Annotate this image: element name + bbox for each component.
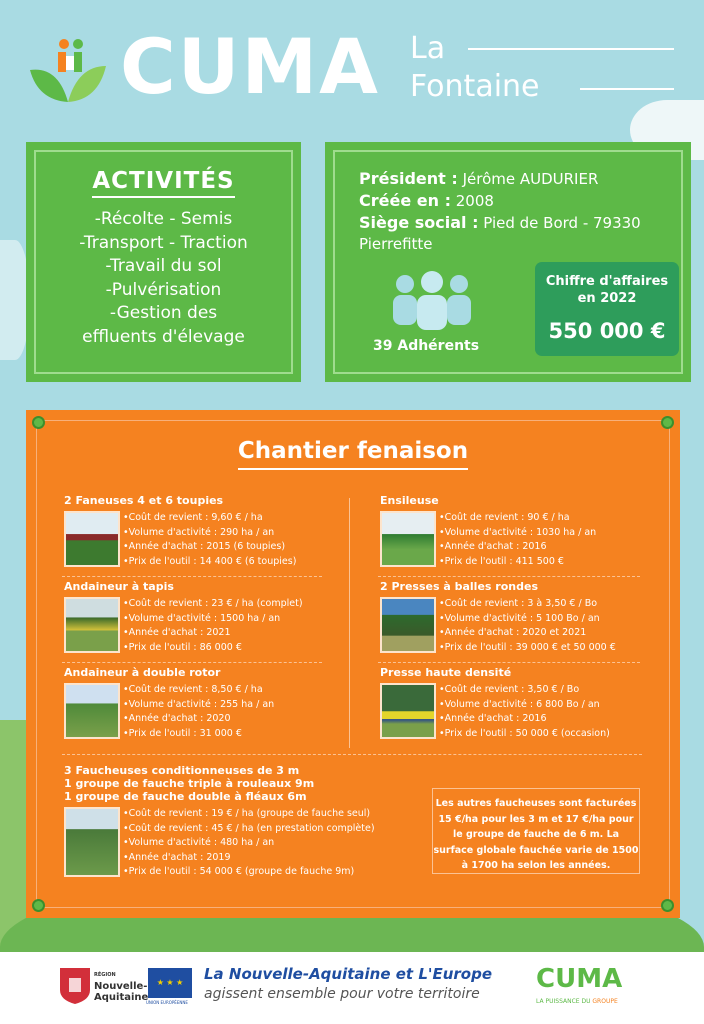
members-count: 39 Adhérents: [373, 338, 480, 354]
equipment-detail: •Coût de revient : 3,50 € / Bo: [439, 684, 580, 695]
seat: Pied de Bord - 79330 Pierrefitte: [359, 214, 641, 253]
activity-item: effluents d'élevage: [82, 326, 245, 347]
chantier-title: Chantier fenaison: [238, 438, 468, 470]
equipment-detail: •Prix de l'outil : 39 000 € et 50 000 €: [439, 641, 616, 653]
equipment-photo: [64, 683, 120, 739]
note-box: Les autres faucheuses sont facturées 15 €/ha pour les 3 m et 17 €/ha pour le groupe de fauche de 6 m. La surface globale fauchée varie de 1500 à 1700 ha selon les années.: [432, 788, 640, 874]
equipment-name: 2 Presses à balles rondes: [380, 580, 538, 593]
equipment-detail: •Année d'achat : 2021: [123, 627, 231, 638]
equipment-item: [380, 580, 660, 655]
equipment-detail: •Année d'achat : 2016: [439, 541, 547, 552]
equipment-detail: •Coût de revient : 19 € / ha (groupe de fauche seul): [123, 808, 371, 819]
equipment-detail: •Volume d'activité : 1500 ha / an: [123, 612, 281, 624]
region-logo-text: RÉGION Nouvelle- Aquitaine: [94, 972, 149, 1003]
revenue-badge: Chiffre d'affaires en 2022 550 000 €: [535, 262, 679, 356]
equipment-detail: •Prix de l'outil : 31 000 €: [123, 727, 242, 739]
equipment-detail: •Coût de revient : 90 € / ha: [439, 512, 570, 523]
equipment-detail: •Année d'achat : 2015 (6 toupies): [123, 541, 286, 552]
equipment-item: [380, 666, 660, 741]
pin-icon: [661, 899, 674, 912]
footer: [0, 952, 704, 1024]
activity-item: -Travail du sol: [105, 256, 222, 276]
equipment-item: [380, 494, 660, 569]
eu-flag-icon: ★ ★ ★: [148, 968, 192, 998]
chantier-panel: [26, 410, 680, 918]
cuma-footer-logo: CUMA: [536, 964, 623, 994]
slogan: La Nouvelle-Aquitaine et L'Europe: [204, 965, 493, 983]
equipment-name: Ensileuse: [380, 494, 439, 507]
equipment-name: Andaineur à tapis: [64, 580, 174, 593]
cuma-name: La Fontaine: [410, 31, 540, 104]
president-label: Président :: [359, 169, 458, 188]
equipment-photo: [380, 683, 436, 739]
info-card: [325, 142, 691, 382]
activity-item: -Récolte - Semis: [94, 209, 233, 229]
activities-title: ACTIVITÉS: [92, 168, 234, 198]
members-icon: [391, 270, 473, 330]
divider: [62, 754, 642, 755]
equipment-detail: •Prix de l'outil : 54 000 € (groupe de fauche 9m): [123, 866, 355, 877]
equipment-detail: •Coût de revient : 45 € / ha (en prestation complète): [123, 822, 375, 834]
divider: [378, 576, 640, 577]
equipment-name: Andaineur à double rotor: [64, 666, 221, 679]
pin-icon: [661, 416, 674, 429]
equipment-detail: •Coût de revient : 9,60 € / ha: [123, 512, 263, 523]
divider: [349, 498, 350, 748]
equipment-name: Presse haute densité: [380, 666, 512, 679]
equipment-photo: [64, 511, 120, 567]
activity-item: -Pulvérisation: [105, 279, 222, 300]
equipment-item: [64, 494, 344, 569]
pin-icon: [32, 416, 45, 429]
revenue-value: 550 000 €: [548, 319, 666, 343]
equipment-photo: [380, 511, 436, 567]
equipment-detail: •Prix de l'outil : 14 400 € (6 toupies): [123, 555, 297, 567]
activity-item: -Transport - Traction: [79, 232, 248, 253]
president: Jérôme AUDURIER: [462, 170, 599, 188]
created: 2008: [455, 192, 494, 210]
equipment-item: [64, 666, 344, 741]
seat-label: Siège social :: [359, 213, 479, 232]
equipment-detail: •Année d'achat : 2016: [439, 713, 547, 724]
pin-icon: [32, 899, 45, 912]
equipment-photo: [64, 597, 120, 653]
equipment-detail: •Volume d'activité : 1030 ha / an: [439, 526, 597, 538]
equipment-detail: •Coût de revient : 23 € / ha (complet): [123, 598, 303, 609]
cuma-tagline: LA PUISSANCE DU GROUPE: [536, 998, 618, 1005]
region-crest-icon: [60, 968, 90, 1004]
divider: [378, 662, 640, 663]
equipment-detail: •Volume d'activité : 480 ha / an: [123, 837, 275, 848]
equipment-photo: [64, 807, 120, 877]
cuma-logo-icon: [28, 36, 108, 106]
slogan-subline: agissent ensemble pour votre territoire: [204, 986, 480, 1002]
equipment-detail: •Année d'achat : 2020 et 2021: [439, 627, 587, 638]
equipment-detail: •Volume d'activité : 255 ha / an: [123, 698, 275, 710]
equipment-name: 2 Faneuses 4 et 6 toupies: [64, 494, 224, 507]
activities-card: [26, 142, 301, 382]
equipment-detail: •Année d'achat : 2019: [123, 851, 231, 863]
equipment-detail: •Volume d'activité : 5 100 Bo / an: [439, 612, 600, 624]
divider: [580, 88, 674, 90]
equipment-photo: [380, 597, 436, 653]
equipment-detail: •Année d'achat : 2020: [123, 713, 231, 724]
equipment-item-faucheuses: [64, 764, 424, 880]
equipment-detail: •Coût de revient : 3 à 3,50 € / Bo: [439, 598, 598, 609]
divider: [62, 576, 322, 577]
activity-item: -Gestion des: [109, 303, 218, 323]
equipment-detail: •Prix de l'outil : 411 500 €: [439, 555, 564, 567]
brand-title: CUMA: [120, 22, 380, 111]
equipment-detail: •Prix de l'outil : 86 000 €: [123, 641, 242, 653]
equipment-name: 3 Faucheuses conditionneuses de 3 m 1 groupe de fauche triple à rouleaux 9m 1 groupe de fauche double à fléaux 6m: [64, 764, 315, 803]
equipment-detail: •Coût de revient : 8,50 € / ha: [123, 684, 263, 695]
equipment-detail: •Prix de l'outil : 50 000 € (occasion): [439, 727, 610, 739]
divider: [468, 48, 674, 50]
equipment-item: [64, 580, 344, 655]
divider: [62, 662, 322, 663]
eu-label: UNION EUROPÉENNE: [146, 1000, 188, 1005]
created-label: Créée en :: [359, 191, 451, 210]
equipment-detail: •Volume d'activité : 290 ha / an: [123, 526, 275, 538]
equipment-detail: •Volume d'activité : 6 800 Bo / an: [439, 698, 600, 710]
